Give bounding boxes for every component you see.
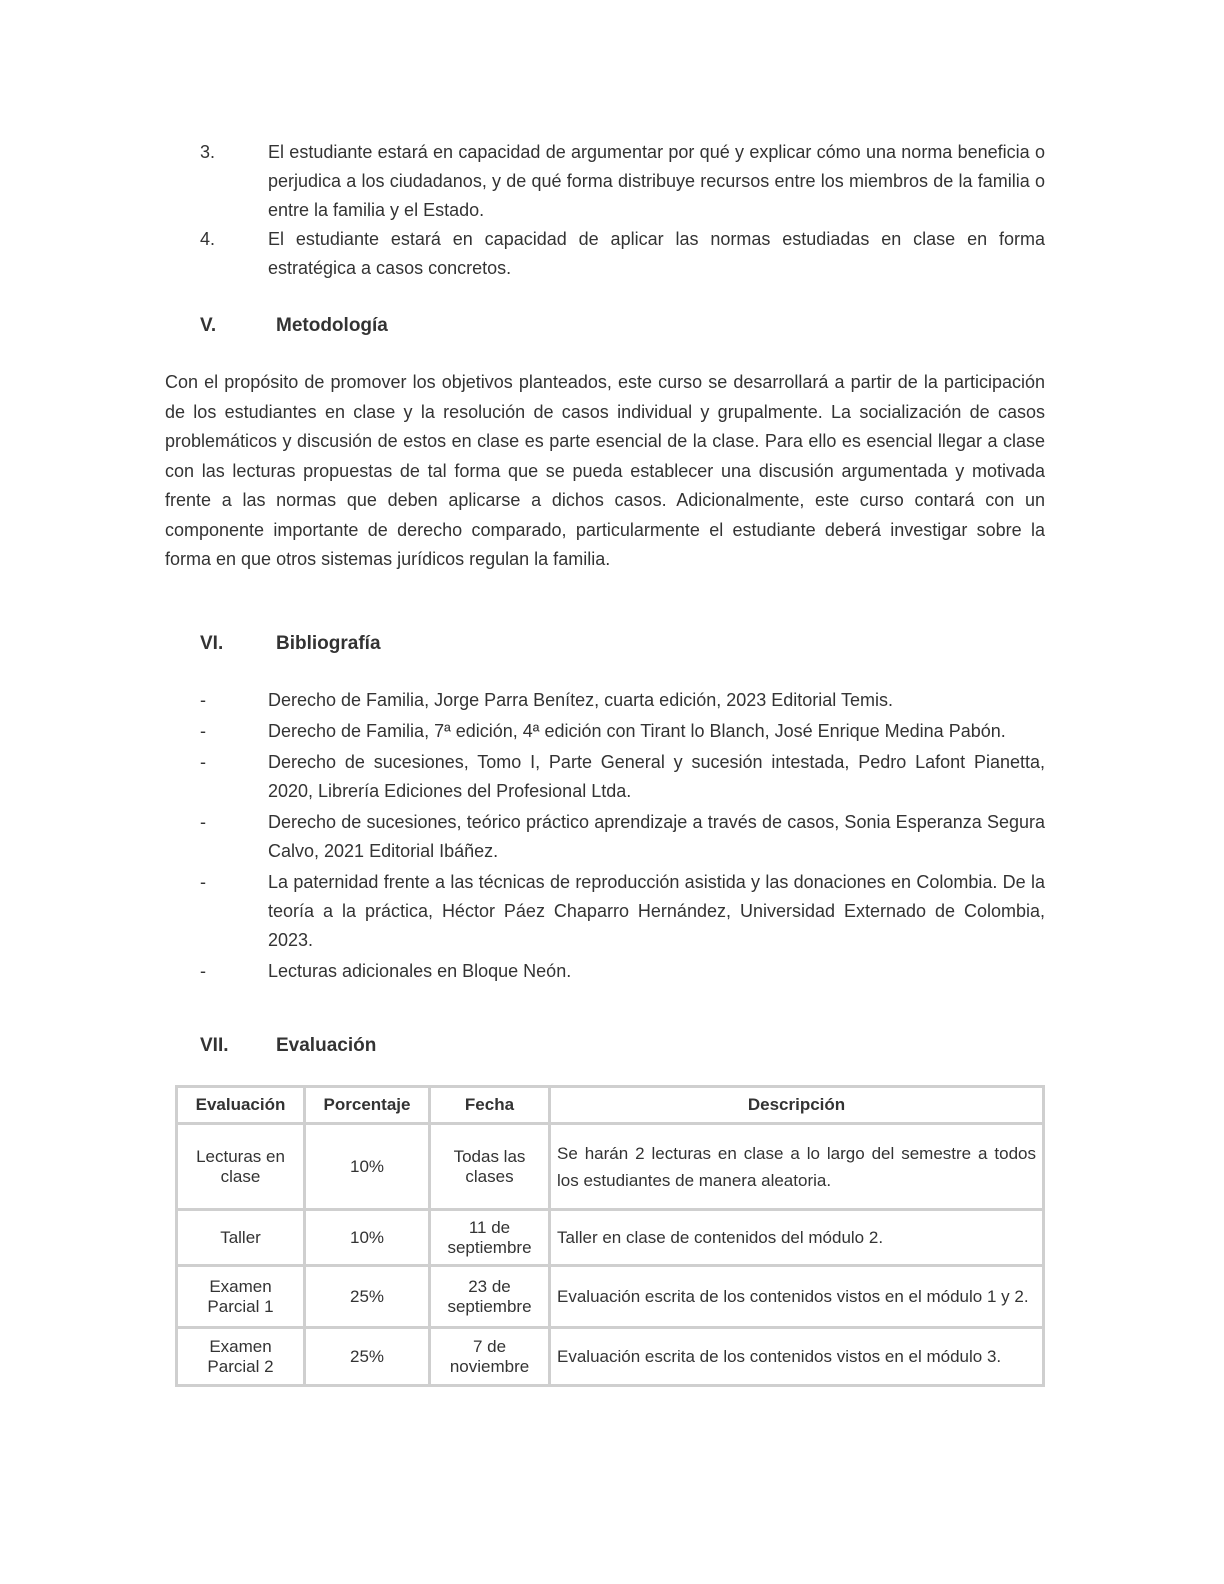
section-title: Bibliografía: [276, 633, 381, 654]
section-heading-bibliography: [200, 630, 381, 658]
bibliography-item: [200, 748, 1045, 806]
section-number: VII.: [200, 1035, 229, 1056]
cell-date: 11 de septiembre: [430, 1210, 550, 1266]
cell-percentage: 10%: [305, 1210, 430, 1266]
header-evaluation: Evaluación: [177, 1087, 305, 1124]
objective-number: 4.: [200, 229, 216, 249]
cell-percentage: 25%: [305, 1328, 430, 1386]
table-row: [177, 1266, 1044, 1328]
bullet-dash: -: [200, 872, 206, 892]
cell-evaluation: Taller: [177, 1210, 305, 1266]
objectives-list: [200, 138, 1045, 283]
objective-item: [200, 225, 1045, 283]
evaluation-table: [175, 1085, 1045, 1387]
section-title: Evaluación: [276, 1035, 377, 1056]
table-row: [177, 1210, 1044, 1266]
cell-percentage: 25%: [305, 1266, 430, 1328]
cell-description: Evaluación escrita de los contenidos vistos en el módulo 3.: [550, 1328, 1044, 1386]
header-description: Descripción: [550, 1087, 1044, 1124]
cell-description: Evaluación escrita de los contenidos vistos en el módulo 1 y 2.: [550, 1266, 1044, 1328]
cell-evaluation: Examen Parcial 2: [177, 1328, 305, 1386]
bullet-dash: -: [200, 961, 206, 981]
section-number: VI.: [200, 633, 224, 654]
cell-date: Todas las clases: [430, 1124, 550, 1210]
cell-evaluation: Lecturas en clase: [177, 1124, 305, 1210]
bibliography-text: Derecho de sucesiones, Tomo I, Parte General y sucesión intestada, Pedro Lafont Pianetta, 2020, Librería Ediciones del Profesional Ltda.: [268, 752, 1045, 801]
section-heading-evaluation: [200, 1032, 376, 1060]
cell-percentage: 10%: [305, 1124, 430, 1210]
bullet-dash: -: [200, 690, 206, 710]
cell-evaluation: Examen Parcial 1: [177, 1266, 305, 1328]
bibliography-item: [200, 717, 1045, 746]
objective-text: El estudiante estará en capacidad de argumentar por qué y explicar cómo una norma beneficia o perjudica a los ciudadanos, y de qué forma distribuye recursos entre los miembros de la familia o entre la familia y el Estado.: [268, 142, 1045, 220]
bibliography-text: La paternidad frente a las técnicas de reproducción asistida y las donaciones en Colombia. De la teoría a la práctica, Héctor Páez Chaparro Hernández, Universidad Externado de Colombia, 2023.: [268, 872, 1045, 950]
bibliography-text: Derecho de sucesiones, teórico práctico aprendizaje a través de casos, Sonia Esperanza Segura Calvo, 2021 Editorial Ibáñez.: [268, 812, 1045, 861]
table-row: [177, 1328, 1044, 1386]
bibliography-text: Derecho de Familia, Jorge Parra Benítez, cuarta edición, 2023 Editorial Temis.: [268, 690, 893, 710]
table-row: [177, 1124, 1044, 1210]
bullet-dash: -: [200, 752, 206, 772]
header-date: Fecha: [430, 1087, 550, 1124]
bibliography-item: [200, 808, 1045, 866]
section-heading-methodology: [200, 312, 388, 340]
section-title: Metodología: [276, 315, 388, 336]
methodology-paragraph: Con el propósito de promover los objetivos planteados, este curso se desarrollará a partir de la participación de los estudiantes en clase y la resolución de casos individual y grupalmente. La socialización de casos problemáticos y discusión de estos en clase es parte esencial de la clase. Para ello es esencial llegar a clase con las lecturas propuestas de tal forma que se pueda establecer una discusión argumentada y motivada frente a las normas que deben aplicarse a dichos casos. Adicionalmente, este curso contará con un componente importante de derecho comparado, particularmente el estudiante deberá investigar sobre la forma en que otros sistemas jurídicos regulan la familia.: [165, 372, 1045, 569]
bullet-dash: -: [200, 721, 206, 741]
bibliography-text: Derecho de Familia, 7ª edición, 4ª edición con Tirant lo Blanch, José Enrique Medina Pabón.: [268, 721, 1006, 741]
bibliography-item: [200, 868, 1045, 955]
section-number: V.: [200, 315, 217, 336]
bibliography-item: [200, 686, 1045, 715]
bibliography-text: Lecturas adicionales en Bloque Neón.: [268, 961, 572, 981]
objective-item: [200, 138, 1045, 225]
cell-date: 23 de septiembre: [430, 1266, 550, 1328]
bibliography-item: [200, 957, 1045, 986]
bibliography-list: [200, 686, 1045, 988]
objective-text: El estudiante estará en capacidad de aplicar las normas estudiadas en clase en forma estratégica a casos concretos.: [268, 229, 1045, 278]
bullet-dash: -: [200, 812, 206, 832]
cell-description: Taller en clase de contenidos del módulo 2.: [550, 1210, 1044, 1266]
objective-number: 3.: [200, 142, 216, 162]
cell-description: Se harán 2 lecturas en clase a lo largo del semestre a todos los estudiantes de manera aleatoria.: [550, 1124, 1044, 1210]
cell-date: 7 de noviembre: [430, 1328, 550, 1386]
header-percentage: Porcentaje: [305, 1087, 430, 1124]
table-header-row: [177, 1087, 1044, 1124]
